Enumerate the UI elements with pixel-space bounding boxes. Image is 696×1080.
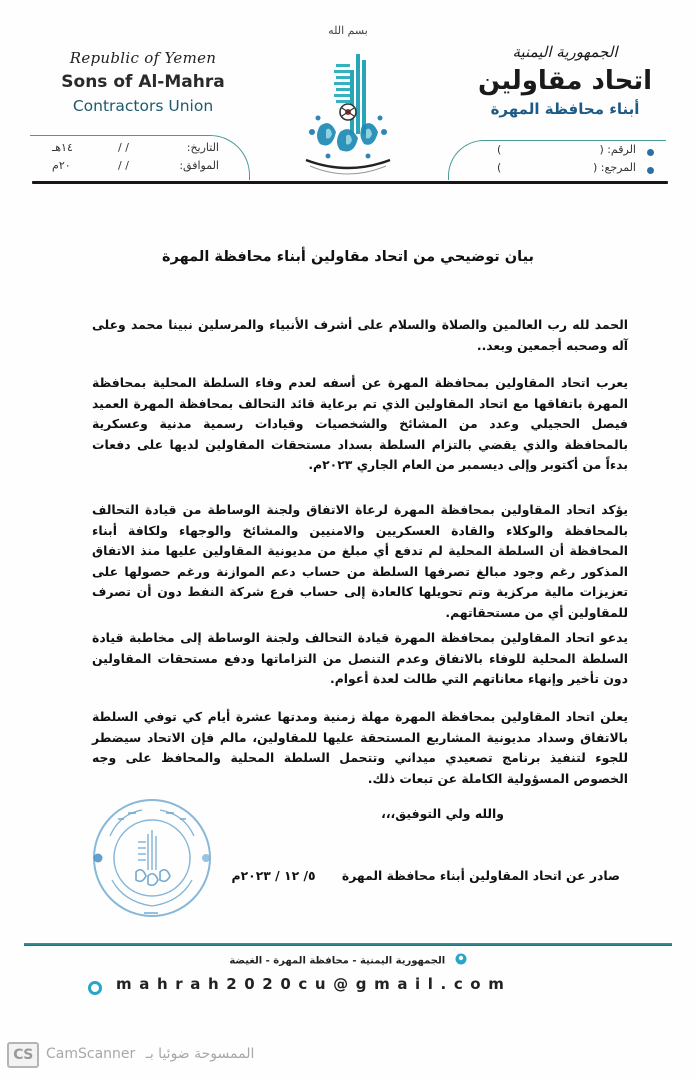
closing-phrase: والله ولي التوفيق،،،: [381, 806, 504, 821]
number-close: ): [497, 143, 502, 156]
footer-address: [0, 953, 696, 968]
camscanner-watermark: [46, 1046, 254, 1062]
address-text: الجمهورية اليمنية - محافظة المهرة - الغيضة: [229, 955, 446, 967]
bismillah-calligraphy: بسم الله: [328, 24, 368, 37]
statement-title: بيان توضيحي من اتحاد مقاولين أبناء محافظة المهرة: [162, 249, 534, 265]
header-divider: [32, 181, 668, 184]
stamp-seal-icon: [90, 796, 214, 920]
english-org-subtitle: Contractors Union: [72, 97, 214, 115]
paragraph-ultimatum: يعلن اتحاد المقاولين بمحافظة المهرة مهلة زمنية ومدتها عشرة أيام كي توفي السلطة بالاتفاق وسداد مديونية المشاريع المستحقة عليها للمقاولين، مالم فإن الاتحاد سيضطر للجوء لتنفيذ برنامج تصعيدي ميداني وتتحمل السلطة المحلية والمحافظ على وجه الخصوص المسؤولية الكاملة عن تبعات ذلك.: [92, 709, 628, 786]
issue-date: ٥/ ١٢ / ٢٠٢٣م: [231, 868, 316, 883]
date-box: [30, 135, 250, 180]
paragraph-regret: يعرب اتحاد المقاولين بمحافظة المهرة عن أسفه لعدم وفاء السلطة المحلية بمحافظة المهرة باتفاقها مع اتحاد المقاولين الذي تم برعاية قائد التحالف بمحافظة المهرة العميد فيصل الحجيلي وعدد من المشائخ والشخصيات وقيادات رسمية مدنية وعسكرية بالمحافظة والذي يقضي بالتزام السلطة بسداد مستحقات المقاولين لديها على دفعات بدءاً من أكتوبر وإلى ديسمبر من العام الجاري ٢٠٢٣م.: [92, 375, 628, 473]
paragraph-appeal: يدعو اتحاد المقاولين بمحافظة المهرة قيادة التحالف ولجنة الوساطة إلى مخاطبة قيادة السلطة المحلية للوفاء بالاتفاق وعدم التنصل من التزاماتها ودفع مستحقات المقاولين دون تأخير وإنهاء معاناتهم التي طالت لعدة أعوام.: [92, 630, 628, 687]
watermark-arabic: الممسوحة ضوئيا بـ: [145, 1046, 255, 1062]
arabic-org-name: اتحاد مقاولين: [477, 66, 653, 96]
reference-label: المرجع: (: [593, 161, 636, 174]
official-stamp: [90, 796, 214, 920]
paragraph-opening: الحمد لله رب العالمين والصلاة والسلام على أشرف الأنبياء والمرسلين نبينا محمد وعلى آله وصحبه أجمعين وبعد..: [92, 317, 628, 353]
arabic-country-name: الجمهورية اليمنية: [512, 43, 618, 61]
bullet-icon: [647, 149, 654, 156]
gregorian-date-blank: / /: [118, 159, 129, 172]
bullet-icon: [647, 167, 654, 174]
paragraph-confirmation: يؤكد اتحاد المقاولين بمحافظة المهرة لرعاة الاتفاق ولجنة الوساطة من قيادة التحالف بالمحافظة والوكلاء والقادة العسكريين والامنيين والمشائخ والوجهاء ولكافة أبناء المحافظة أن السلطة المحلية لم تدفع أي مبلغ من مديونية المقاولين عليها منذ الاتفاق المذكور رغم وجود مبالغ تصرفها السلطة من حساب دعم الموازنة ورغم حصولها على تعزيزات مالية مركزية وتم تحويلها كالعادة إلى حساب فرع شركة النفط دون أن تصرف للمقاولين أي من مستحقاتهم.: [92, 502, 628, 620]
location-pin-icon: [455, 953, 467, 968]
arabic-org-subtitle: أبناء محافظة المهرة: [490, 100, 640, 118]
email-icon: [88, 981, 102, 995]
english-org-name: Sons of Al-Mahra: [61, 72, 225, 92]
letterhead-arabic: [470, 40, 660, 120]
union-logo-icon: [296, 14, 400, 180]
gregorian-date-label: الموافق:: [179, 159, 219, 172]
hijri-date-suffix: ١٤هـ: [52, 141, 73, 154]
reference-close: ): [497, 161, 502, 174]
issued-by-line: [231, 868, 620, 883]
footer-email[interactable]: mahrah2020cu@gmail.com: [116, 975, 512, 993]
number-label: الرقم: (: [599, 143, 636, 156]
letterhead-english: [58, 48, 228, 117]
gregorian-date-suffix: ٢٠م: [52, 159, 71, 172]
issuer-name: صادر عن اتحاد المقاولين أبناء محافظة المهرة: [341, 868, 620, 883]
footer-divider: [24, 943, 672, 946]
union-logo: [296, 14, 400, 180]
hijri-date-label: التاريخ:: [186, 141, 219, 154]
hijri-date-blank: / /: [118, 141, 129, 154]
reference-box: [448, 140, 666, 180]
english-country-name: Republic of Yemen: [69, 49, 217, 67]
watermark-brand: CamScanner: [46, 1046, 136, 1062]
camscanner-logo-icon: CS: [7, 1042, 39, 1068]
